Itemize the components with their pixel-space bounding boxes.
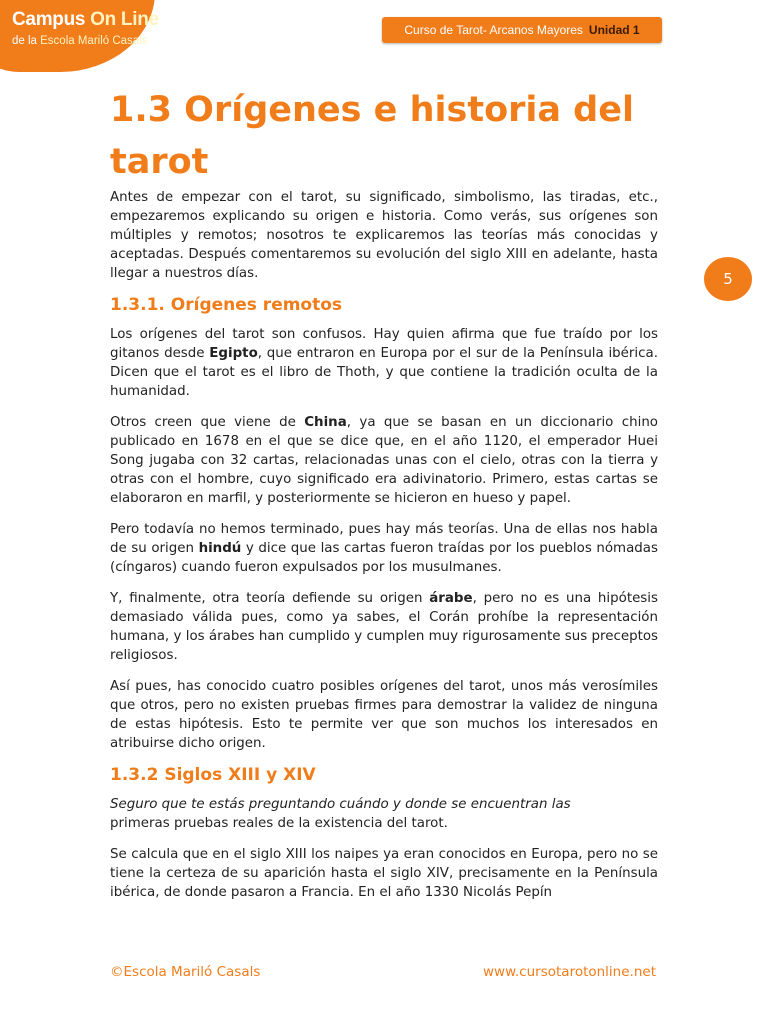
course-badge [382, 17, 662, 43]
page-title: 1.3 Orígenes e historia del tarot [110, 90, 634, 182]
paragraph-hindu: Pero todavía no hemos terminado, pues hay más teorías. Una de ellas nos habla de su origen hindú y dice que las cartas fueron traídas por los pueblos nómadas (cíngaros) cuando fueron expulsados por los musulmanes. [110, 522, 658, 575]
keyword-egypt: Egipto [209, 346, 258, 361]
paragraph-china: Otros creen que viene de China, ya que se basan en un diccionario chino publicado en 1678 en el que se dice que, en el año 1120, el emperador Huei Song jugaba con 32 cartas, relacionadas unas con el cielo, otras con la tierra y otras con el hombre, cuyo significado era adivinatorio. Primero, estas cartas se elaboraron en marfil, y posteriormente se hicieron en hueso y papel. [110, 415, 659, 506]
paragraph-history: Se calcula que en el siglo XIII los naipes ya eran conocidos en Europa, pero no se tiene la certeza de su aparición hasta el siglo XIV, precisamente en la Península ibérica, de donde pasaron a Francia. En el año 1330 Nicolás Pepín [110, 847, 658, 900]
section-heading-origins: 1.3.1. Orígenes remotos [110, 295, 343, 315]
paragraph-egypt: Los orígenes del tarot son confusos. Hay quien afirma que fue traído por los gitanos desde Egipto, que entraron en Europa por el sur de la Península ibérica. Dicen que el tarot es el libro de Thoth, y que contiene la tradición oculta de la humanidad. [110, 327, 658, 399]
logo-subtitle-school: Escola Mariló Casals [40, 35, 148, 47]
logo[interactable] [12, 9, 159, 31]
main-content [110, 84, 658, 914]
logo-text-online: On Line [90, 9, 159, 30]
keyword-china: China [304, 415, 347, 430]
keyword-hindu: hindú [198, 541, 242, 556]
course-title: Curso de Tarot- Arcanos Mayores [404, 23, 583, 37]
paragraph-summary: Así pues, has conocido cuatro posibles orígenes del tarot, unos más verosímiles que otros, pero no existen pruebas firmes para demostrar la validez de ninguna de estas hipótesis. Esto te permite ver que son muchos los interesados en atribuirse dicho origen. [110, 679, 658, 751]
paragraph-question: Seguro que te estás preguntando cuándo y donde se encuentran las primeras pruebas reales de la existencia del tarot. [110, 797, 571, 831]
footer-website-link[interactable]: www.cursotarotonline.net [483, 964, 656, 980]
unit-label: Unidad 1 [588, 23, 640, 37]
logo-text-campus: Campus [12, 9, 91, 30]
intro-paragraph: Antes de empezar con el tarot, su significado, simbolismo, las tiradas, etc., empezaremos explicando su origen e historia. Como verás, sus orígenes son múltiples y remotos; nosotros te explicaremos las teorías más conocidas y aceptadas. Después comentaremos su evolución del siglo XIII en adelante, hasta llegar a nuestros días. [110, 190, 658, 281]
logo-subtitle [12, 35, 148, 47]
page-number: 5 [704, 257, 752, 301]
keyword-arab: árabe [429, 591, 473, 606]
logo-subtitle-prefix: de la [12, 35, 41, 47]
section-heading-centuries: 1.3.2 Siglos XIII y XIV [110, 765, 316, 785]
paragraph-arab: Y, finalmente, otra teoría defiende su origen árabe, pero no es una hipótesis demasiado válida pues, como ya sabes, el Corán prohíbe la representación humana, y los árabes han cumplido y cumplen muy rigurosamente sus preceptos religiosos. [110, 591, 658, 663]
footer-copyright: ©Escola Mariló Casals [110, 964, 261, 980]
